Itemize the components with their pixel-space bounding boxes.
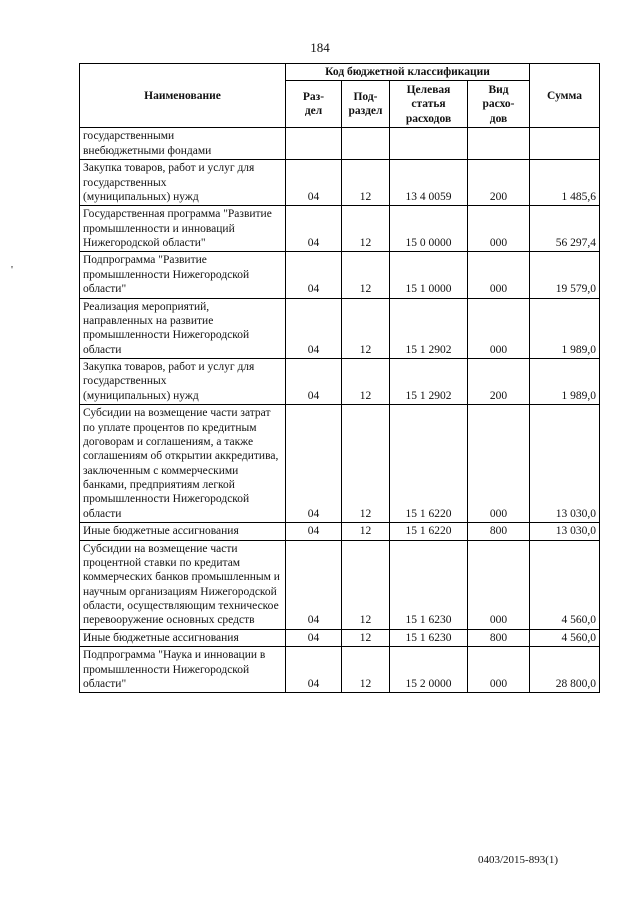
table-row — [80, 206, 600, 252]
header-name: Наименование — [80, 64, 286, 128]
cell-subsection: 12 — [342, 540, 390, 629]
cell-expense-type: 200 — [468, 160, 530, 206]
cell-section: 04 — [286, 160, 342, 206]
cell-sum — [530, 128, 600, 160]
table-row — [80, 629, 600, 646]
cell-target-item: 13 4 0059 — [390, 160, 468, 206]
cell-target-item: 15 1 0000 — [390, 252, 468, 298]
cell-expense-type: 000 — [468, 298, 530, 359]
cell-target-item: 15 0 0000 — [390, 206, 468, 252]
cell-expense-type: 000 — [468, 206, 530, 252]
cell-subsection: 12 — [342, 523, 390, 540]
cell-section: 04 — [286, 523, 342, 540]
cell-section: 04 — [286, 359, 342, 405]
cell-target-item: 15 1 6230 — [390, 629, 468, 646]
cell-subsection — [342, 128, 390, 160]
cell-subsection: 12 — [342, 647, 390, 693]
cell-subsection: 12 — [342, 252, 390, 298]
budget-table — [79, 63, 600, 693]
cell-expense-type: 000 — [468, 540, 530, 629]
header-sum: Сумма — [530, 64, 600, 128]
cell-expense-type: 000 — [468, 405, 530, 523]
cell-section: 04 — [286, 629, 342, 646]
cell-expense-type: 000 — [468, 252, 530, 298]
cell-section: 04 — [286, 405, 342, 523]
cell-name: Реализация мероприятий, направленных на развитие промышленности Нижегородской области — [80, 298, 286, 359]
table-row — [80, 405, 600, 523]
cell-sum: 4 560,0 — [530, 540, 600, 629]
table-row — [80, 540, 600, 629]
header-section: Раз- дел — [286, 81, 342, 128]
header-expense-type: Вид расхо- дов — [468, 81, 530, 128]
cell-section: 04 — [286, 252, 342, 298]
cell-section: 04 — [286, 206, 342, 252]
cell-target-item: 15 1 6220 — [390, 405, 468, 523]
document-code: 0403/2015-893(1) — [478, 854, 559, 866]
cell-name: Иные бюджетные ассигнования — [80, 523, 286, 540]
header-target-item: Целевая статья расходов — [390, 81, 468, 128]
cell-target-item: 15 1 2902 — [390, 298, 468, 359]
cell-target-item: 15 1 6230 — [390, 540, 468, 629]
cell-subsection: 12 — [342, 160, 390, 206]
cell-sum: 13 030,0 — [530, 523, 600, 540]
table-row — [80, 647, 600, 693]
margin-mark: ' — [11, 264, 13, 276]
cell-sum: 1 485,6 — [530, 160, 600, 206]
cell-sum: 19 579,0 — [530, 252, 600, 298]
table-row — [80, 298, 600, 359]
cell-subsection: 12 — [342, 206, 390, 252]
table-row — [80, 160, 600, 206]
cell-section: 04 — [286, 540, 342, 629]
cell-name: Субсидии на возмещение части затрат по уплате процентов по кредитным договорам и соглашениям, а также соглашениям об открытии аккредитива, заключенным с коммерческими банками, предприятиям легкой промышленности Нижегородской области — [80, 405, 286, 523]
cell-expense-type: 800 — [468, 629, 530, 646]
cell-sum: 56 297,4 — [530, 206, 600, 252]
cell-name: Подпрограмма "Развитие промышленности Нижегородской области" — [80, 252, 286, 298]
cell-subsection: 12 — [342, 405, 390, 523]
table-row — [80, 523, 600, 540]
cell-section: 04 — [286, 298, 342, 359]
cell-section — [286, 128, 342, 160]
cell-name: Подпрограмма "Наука и инновации в промышленности Нижегородской области" — [80, 647, 286, 693]
cell-name: Иные бюджетные ассигнования — [80, 629, 286, 646]
cell-expense-type: 200 — [468, 359, 530, 405]
cell-expense-type: 800 — [468, 523, 530, 540]
cell-name: государственными внебюджетными фондами — [80, 128, 286, 160]
cell-name: Закупка товаров, работ и услуг для государственных (муниципальных) нужд — [80, 359, 286, 405]
cell-target-item: 15 1 2902 — [390, 359, 468, 405]
cell-sum: 1 989,0 — [530, 359, 600, 405]
cell-sum: 4 560,0 — [530, 629, 600, 646]
table-row — [80, 252, 600, 298]
table-body — [80, 128, 600, 693]
header-subsection: Под- раздел — [342, 81, 390, 128]
table-row — [80, 359, 600, 405]
cell-name: Закупка товаров, работ и услуг для государственных (муниципальных) нужд — [80, 160, 286, 206]
cell-expense-type — [468, 128, 530, 160]
cell-name: Государственная программа "Развитие промышленности и инноваций Нижегородской области" — [80, 206, 286, 252]
cell-sum: 13 030,0 — [530, 405, 600, 523]
cell-section: 04 — [286, 647, 342, 693]
cell-target-item: 15 2 0000 — [390, 647, 468, 693]
cell-sum: 28 800,0 — [530, 647, 600, 693]
header-budget-code: Код бюджетной классификации — [286, 64, 530, 81]
cell-target-item — [390, 128, 468, 160]
cell-subsection: 12 — [342, 629, 390, 646]
cell-sum: 1 989,0 — [530, 298, 600, 359]
cell-target-item: 15 1 6220 — [390, 523, 468, 540]
cell-subsection: 12 — [342, 359, 390, 405]
page-number: 184 — [310, 40, 330, 55]
cell-subsection: 12 — [342, 298, 390, 359]
cell-name: Субсидии на возмещение части процентной ставки по кредитам коммерческих банков промышленным и научным организациям Нижегородской области, осуществляющим техническое перевооружение основных средств — [80, 540, 286, 629]
cell-expense-type: 000 — [468, 647, 530, 693]
table-row — [80, 128, 600, 160]
